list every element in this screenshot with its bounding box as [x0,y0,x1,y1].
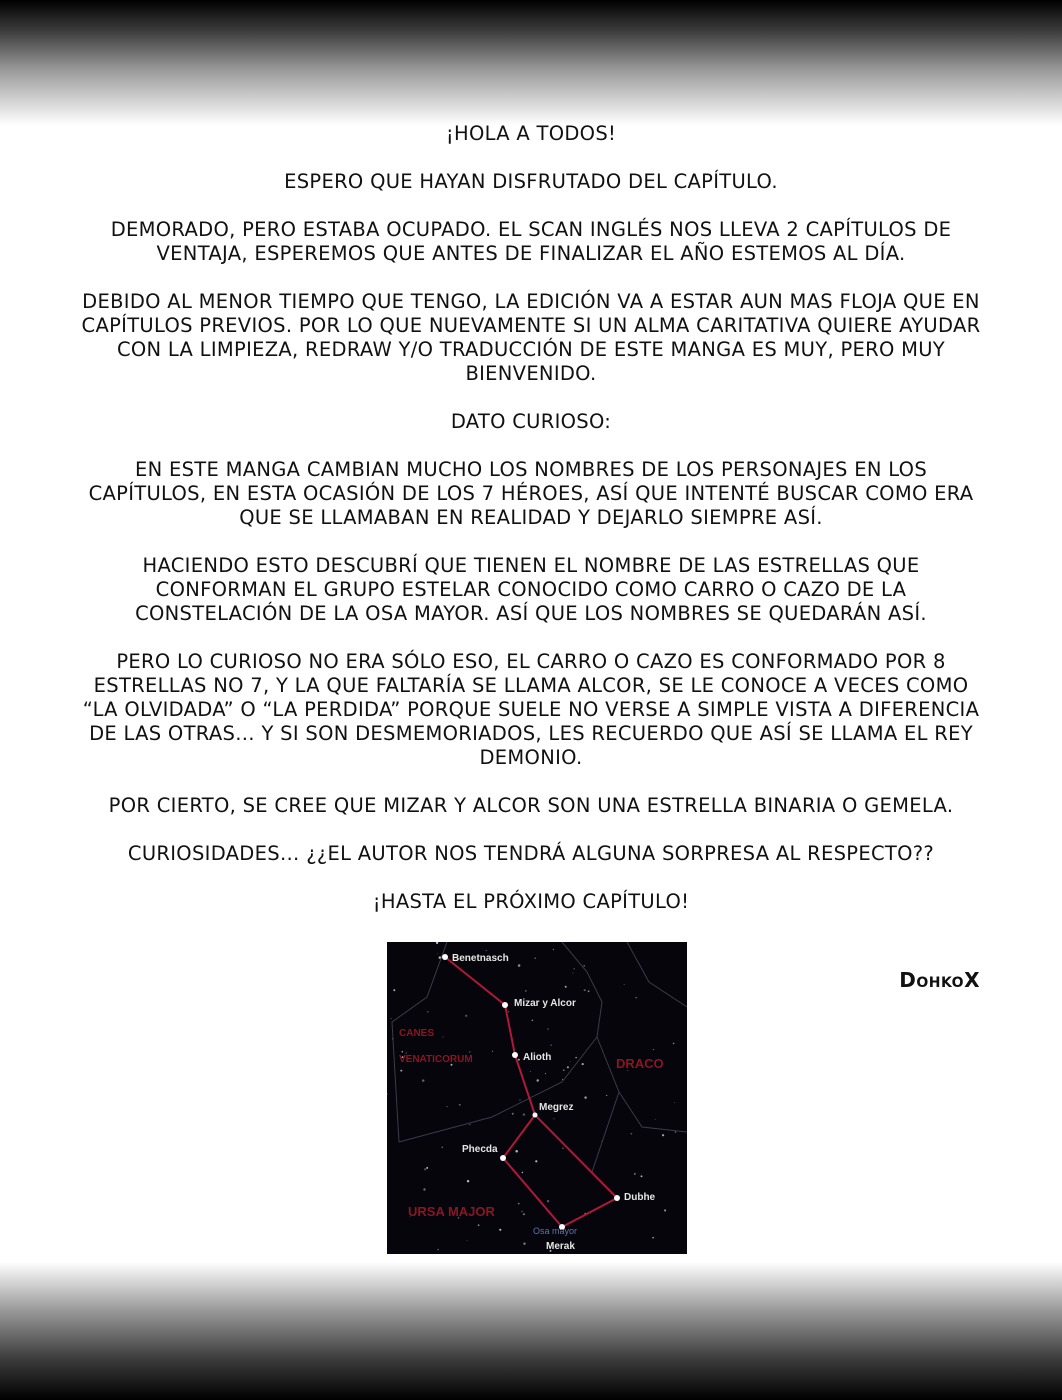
background-star [674,1102,675,1103]
background-star [518,964,521,967]
background-star [478,1224,480,1226]
background-star [402,1051,403,1052]
background-star [606,1095,607,1096]
background-star [653,1049,654,1050]
background-star [518,1203,520,1205]
background-star [562,1147,564,1149]
paragraph-binary: POR CIERTO, SE CREE QUE MIZAR Y ALCOR SON UNA ESTRELLA BINARIA O GEMELA. [108,794,954,817]
background-star [545,1073,546,1074]
star-map-svg [387,942,687,1254]
background-star [492,1051,493,1052]
fun-fact-heading: DATO CURIOSO: [450,410,612,433]
background-star [570,1061,571,1062]
background-star [459,1104,461,1106]
background-star [523,1213,525,1215]
background-star [523,1113,525,1115]
background-star [655,1119,656,1120]
boundary-canes [392,942,447,1142]
background-star [673,1043,675,1045]
background-star [423,1188,425,1190]
background-star [583,965,585,967]
label-draco: DRACO [616,1056,664,1071]
background-star [537,1079,539,1081]
background-star [641,1175,643,1177]
star-benetnasch [442,954,448,960]
paragraph-help-request: DEBIDO AL MENOR TIEMPO QUE TENGO, LA EDICIÓN VA A ESTAR AUN MAS FLOJA QUE EN CAPÍTULOS PREVIOS. POR LO QUE NUEVAMENTE SI UN ALMA CARITATIVA QUIERE AYUDAR CON LA LIMPIEZA, REDRAW Y/O TRADUCCIÓN DE ESTE MANGA ES MUY, PERO MUY BIENVENIDO. [81,290,981,385]
greeting: ¡HOLA A TODOS! [445,122,617,145]
line-benetnasch-mizar [445,957,505,1005]
label-venaticorum: VENATICORUM [399,1054,473,1065]
line-mizar-alioth [505,1005,515,1055]
star-megrez [533,1113,538,1118]
author-note [80,122,982,938]
background-star [563,1070,564,1071]
paragraph-names: EN ESTE MANGA CAMBIAN MUCHO LOS NOMBRES DE LOS PERSONAJES EN LOS CAPÍTULOS, EN ESTA OCASIÓN DE LOS 7 HÉROES, ASÍ QUE INTENTÉ BUSCAR COMO ERA QUE SE LLAMABAN EN REALIDAD Y DEJARLO SIEMPRE ASÍ. [88,458,974,529]
background-star [424,1168,426,1170]
background-star [467,1180,469,1182]
background-star [469,1051,470,1052]
background-star [436,942,438,944]
paragraph-alcor: PERO LO CURIOSO NO ERA SÓLO ESO, EL CARRO O CAZO ES CONFORMADO POR 8 ESTRELLAS NO 7, Y LA QUE FALTARÍA SE LLAMA ALCOR, SE LE CONOCE A VECES COMO “LA OLVIDADA” O “LA PERDIDA” PORQUE SUELE NO VERSE A SIMPLE VISTA A DIFERENCIA DE LAS OTRAS… Y SI SON DESMEMORIADOS, LES RECUERDO QUE ASÍ SE LLAMA EL REY DEMONIO. [82,650,980,769]
signature: DohkoX [899,968,980,992]
background-star [535,1160,537,1162]
background-star [535,958,536,959]
background-star [624,984,625,985]
background-star [588,990,590,992]
background-star [547,1028,548,1029]
label-phecda: Phecda [462,1144,498,1155]
background-star [521,1211,523,1213]
label-mizar: Mizar y Alcor [514,998,576,1009]
background-star [584,989,586,991]
background-star [523,1243,525,1245]
line-dubhe-megrez [535,1115,617,1198]
boundary-lower [592,1092,619,1172]
label-merak: Merak [546,1241,575,1252]
background-star [446,1106,447,1107]
background-star [634,1173,636,1175]
background-star [508,1011,510,1013]
background-star [515,1150,518,1153]
background-star [469,1124,470,1125]
background-star [530,1071,531,1072]
background-star [400,1070,402,1072]
background-star [486,950,487,951]
background-star [387,1093,388,1095]
background-star [467,1240,468,1241]
line-alioth-megrez [515,1055,535,1115]
paragraph-delay: DEMORADO, PERO ESTABA OCUPADO. EL SCAN INGLÉS NOS LLEVA 2 CAPÍTULOS DE VENTAJA, ESPEREMOS QUE ANTES DE FINALIZAR EL AÑO ESTEMOS AL DÍA. [110,218,952,265]
background-star [442,1036,443,1037]
asterism-stars [442,954,620,1230]
background-star [422,1079,425,1082]
background-star [547,1200,549,1202]
background-star [664,1209,666,1211]
background-star [522,1172,523,1173]
label-dubhe: Dubhe [624,1192,656,1203]
star-phecda [500,1155,506,1161]
background-star [553,949,554,950]
background-star [393,989,395,991]
background-star [512,1113,514,1115]
boundary-draco [562,942,687,1132]
background-star [565,986,567,988]
line-merak-dubhe [562,1198,617,1227]
background-star [635,997,636,998]
label-megrez: Megrez [539,1102,574,1113]
boundary-ursa [399,1037,597,1142]
background-star [553,1118,554,1119]
background-star [437,1249,439,1251]
farewell: ¡HASTA EL PRÓXIMO CAPÍTULO! [372,890,690,913]
label-benetnasch: Benetnasch [452,953,509,964]
background-star [572,973,573,974]
background-star [442,1147,443,1148]
label-alioth: Alioth [523,1052,552,1063]
background-star [551,1045,552,1046]
background-star [662,1134,664,1136]
background-star [573,968,575,970]
background-star [499,1229,501,1231]
line-megrez-phecda [503,1115,535,1158]
background-star [532,1019,534,1021]
label-canes: CANES [399,1028,435,1039]
background-star [426,1167,428,1169]
big-dipper-star-map [387,942,687,1254]
background-star [575,1057,576,1058]
label-ursa-major: URSA MAJOR [408,1204,495,1219]
background-star [427,1011,429,1013]
star-dubhe [614,1195,620,1201]
background-star [652,1237,653,1238]
background-star [525,990,527,992]
background-star [520,1100,521,1101]
background-star [437,953,438,954]
paragraph-curiosities: CURIOSIDADES… ¿¿EL AUTOR NOS TENDRÁ ALGUNA SORPRESA AL RESPECTO?? [127,842,935,865]
line-phecda-merak [503,1158,562,1227]
background-star [518,1059,520,1061]
background-star [567,1066,569,1068]
background-star [582,1063,584,1065]
background-star [465,1015,467,1017]
background-star [675,1131,676,1132]
star-alioth [512,1052,518,1058]
paragraph-stars: HACIENDO ESTO DESCUBRÍ QUE TIENEN EL NOMBRE DE LAS ESTRELLAS QUE CONFORMAN EL GRUPO ESTELAR CONOCIDO COMO CARRO O CAZO DE LA CONSTELACIÓN DE LA OSA MAYOR. ASÍ QUE LOS NOMBRES SE QUEDARÁN ASÍ. [135,554,927,625]
background-star [584,1096,586,1098]
paragraph-hope: ESPERO QUE HAYAN DISFRUTADO DEL CAPÍTULO. [284,170,778,193]
star-mizar [502,1002,508,1008]
label-osa-mayor: Osa mayor [533,1226,578,1236]
background-star [630,1133,632,1135]
background-star [390,1018,391,1019]
